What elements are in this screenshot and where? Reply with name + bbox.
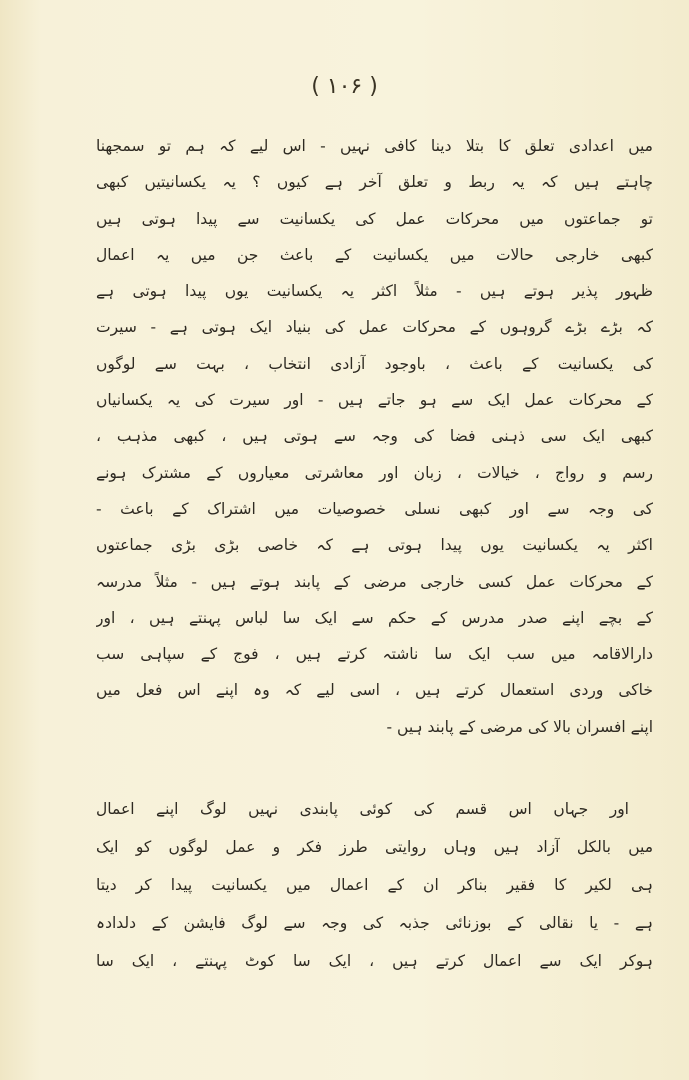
paragraph-1 [96,128,653,745]
text-line: دارالاقامہ میں سب ایک سا ناشتہ کرتے ہیں ، فوج کے سپاہی سب [96,645,653,664]
text-line: رسم و رواج ، خیالات ، زبان اور معاشرتی معیاروں کے مشترک ہونے [96,463,653,482]
paragraph-2 [96,790,653,980]
page-number: ( ۱۰۶ ) [311,74,378,99]
text-line: ہی لکیر کا فقیر بناکر ان کے اعمال میں یکسانیت پیدا کر دیتا [96,876,653,894]
text-line: کبھی خارجی حالات میں یکسانیت کے باعث جن میں یہ اعمال [96,245,653,264]
text-line: کی یکسانیت کے باعث ، باوجود آزادی انتخاب ، بہت سے لوگوں [96,354,653,373]
text-line: کے محرکات عمل ایک سے ہو جاتے ہیں - اور سیرت کی یہ یکسانیاں [96,391,653,410]
text-line: کہ بڑے بڑے گروہوں کے محرکات عمل کی بنیاد ایک ہوتی ہے - سیرت [96,318,653,337]
text-line: کے بچے اپنے صدر مدرس کے حکم سے ایک سا لباس پہنتے ہیں ، اور [96,608,653,627]
text-line: ظہور پذیر ہوتے ہیں - مثلاً اکثر یہ یکسانیت یوں پیدا ہوتی ہے [96,282,653,301]
text-line: ہوکر ایک سے اعمال کرتے ہیں ، ایک سا کوٹ پہنتے ، ایک سا [96,952,653,970]
text-line: اور جہاں اس قسم کی کوئی پابندی نہیں لوگ اپنے اعمال [96,800,629,818]
text-line: ہے - یا نقالی کے بوزنائی جذبہ کی وجہ سے لوگ فایشن کے دلدادہ [96,914,653,932]
text-line: میں اعدادی تعلق کا بتلا دینا کافی نہیں - اس لیے کہ ہم تو سمجھنا [96,137,653,155]
text-line: میں بالکل آزاد ہیں وہاں روایتی طرز فکر و عمل لوگوں کو ایک [96,838,653,856]
text-line: کبھی ایک سی ذہنی فضا کی وجہ سے ہوتی ہیں ، کبھی مذہب ، [96,427,653,446]
text-line: کی وجہ سے اور کبھی نسلی خصوصیات میں اشتراک کے باعث - [96,499,653,518]
text-line: کے محرکات عمل کسی خارجی مرضی کے پابند ہوتے ہیں - مثلاً مدرسہ [96,572,653,591]
text-line: اپنے افسران بالا کی مرضی کے پابند ہیں - [386,717,653,736]
text-line: چاہتے ہیں کہ یہ ربط و تعلق آخر ہے کیوں ؟ یہ یکسانیتیں کبھی [96,173,653,192]
text-line: اکثر یہ یکسانیت یوں پیدا ہوتی ہے کہ خاصی بڑی بڑی جماعتوں [96,536,653,555]
text-line: تو جماعتوں میں محرکات عمل کی یکسانیت سے پیدا ہوتی ہیں [96,209,653,228]
text-line: خاکی وردی استعمال کرتے ہیں ، اسی لیے کہ وہ اپنے اس فعل میں [96,681,653,700]
